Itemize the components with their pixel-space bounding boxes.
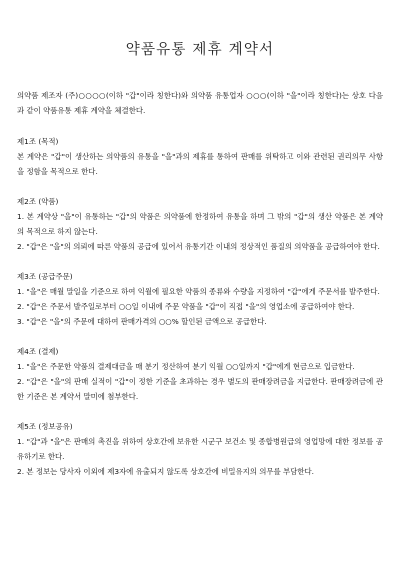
- intro-paragraph: 의약품 제조자 (주)○○○○(이하 "갑"이라 칭한다)와 의약품 유통업자 ○○○(이하 "을"이라 칭한다)는 상호 다음과 같이 약품유통 제휴 계약을 체결한다.: [17, 91, 383, 115]
- article-heading: 제2조 (약품): [17, 197, 59, 206]
- article-heading: 제5조 (정보공유): [17, 422, 73, 431]
- article-1: [17, 134, 383, 179]
- article-heading: 제3조 (공급주문): [17, 272, 73, 281]
- article-2: [17, 194, 383, 254]
- article-body: [17, 359, 383, 404]
- document-title: 약품유통 제휴 계약서: [125, 42, 275, 58]
- article-paragraph: 1. "을"은 매월 말일을 기준으로 하여 익월에 필요한 약품의 종류와 수량을 지정하여 "갑"에게 주문서를 발주한다.: [17, 287, 380, 296]
- article-body: [17, 209, 383, 254]
- article-heading: 제4조 (결제): [17, 347, 59, 356]
- article-body: [17, 434, 383, 479]
- article-paragraph: 2. 본 정보는 당사자 이외에 제3자에 유출되지 않도록 상호간에 비밀유지의 의무를 부담한다.: [17, 467, 314, 476]
- article-4: [17, 344, 383, 404]
- article-paragraph: 2. "갑"은 "을"의 판매 실적이 "갑"이 정한 기준을 초과하는 경우 별도의 판매장려금을 지급한다. 판매장려금에 관한 기준은 본 계약서 말미에 첨부한다.: [17, 377, 383, 401]
- article-paragraph: 2. "갑"은 주문서 발주일로부터 ○○일 이내에 주문 약품을 "갑"이 직접 "을"의 영업소에 공급하여야 한다.: [17, 302, 355, 311]
- article-paragraph: 1. "갑"과 "을"은 판매의 촉진을 위하여 상호간에 보유한 시군구 보건소 및 종합병원급의 영업망에 대한 정보를 공유하기로 한다.: [17, 437, 383, 461]
- article-5: [17, 419, 383, 479]
- article-body: [17, 284, 383, 329]
- article-paragraph: 1. "을"은 주문한 약품의 결제대금을 매 분기 정산하여 분기 익월 ○○일까지 "갑"에게 현금으로 입금한다.: [17, 362, 355, 371]
- article-paragraph: 본 계약은 "갑"이 생산하는 의약품의 유통을 "을"과의 제휴를 통하여 판매를 위탁하고 이와 관련된 권리의무 사항을 정함을 목적으로 한다.: [17, 152, 383, 176]
- article-paragraph: 1. 본 계약상 "을"이 유통하는 "갑"의 약품은 의약품에 한정하여 유통을 하며 그 밖의 "갑"의 생산 약품은 본 계약의 목적으로 하지 않는다.: [17, 212, 383, 236]
- article-3: [17, 269, 383, 329]
- article-paragraph: 2. "갑"은 "을"의 의뢰에 따른 약품의 공급에 있어서 유통기간 이내의 정상적인 품질의 의약품을 공급하여야 한다.: [17, 242, 380, 251]
- article-heading: 제1조 (목적): [17, 137, 59, 146]
- article-body: [17, 149, 383, 179]
- article-paragraph: 3. "갑"은 "을"의 주문에 대하여 판매가격의 ○○% 할인된 금액으로 공급한다.: [17, 317, 267, 326]
